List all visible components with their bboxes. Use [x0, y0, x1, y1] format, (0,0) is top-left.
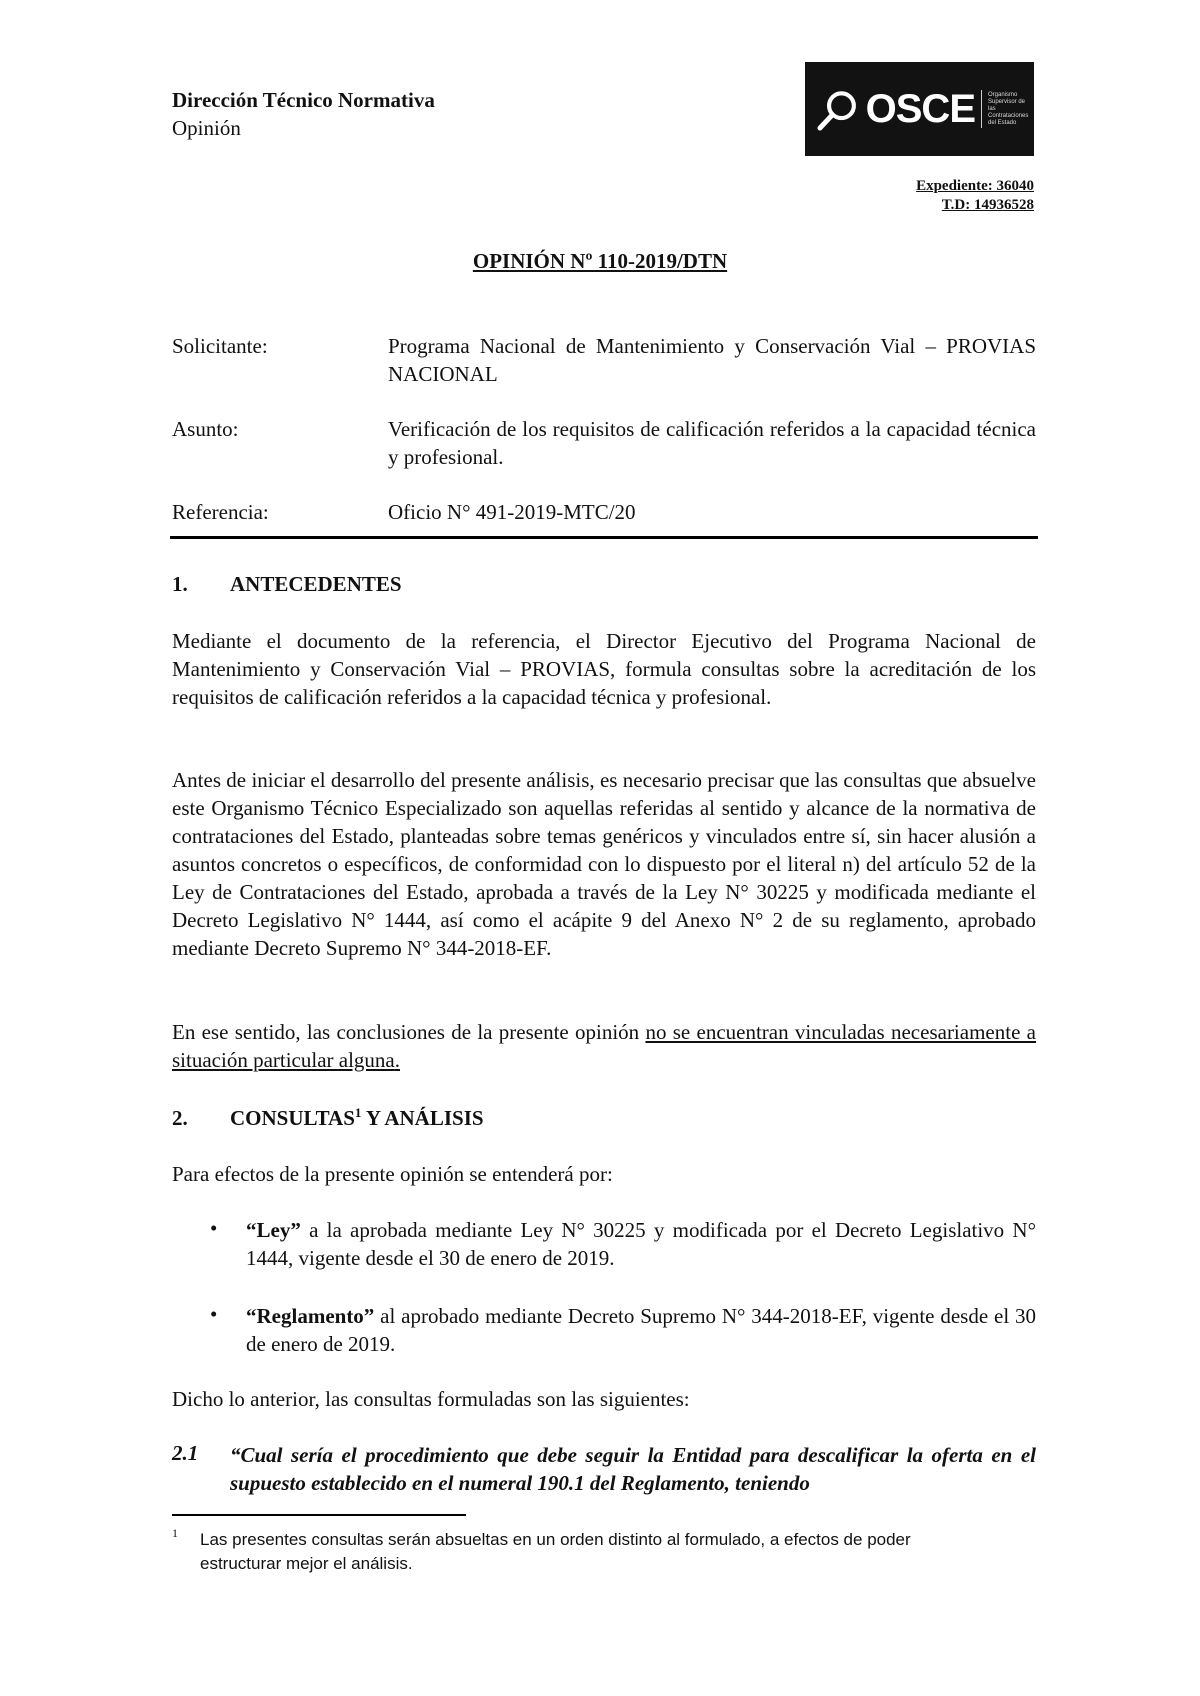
asunto-value: Verificación de los requisitos de calificación referidos a la capacidad técnica y profesional.	[388, 417, 1036, 469]
header-department-block	[172, 86, 435, 142]
section-2-title: CONSULTAS	[230, 1106, 355, 1130]
logo-divider	[981, 90, 982, 128]
footnote-ref: 1	[354, 1105, 362, 1120]
section-1-title: ANTECEDENTES	[230, 572, 402, 596]
section-1-paragraph-1: Mediante el documento de la referencia, el Director Ejecutivo del Programa Nacional de Mantenimiento y Conservación Vial – PROVIAS, formula consultas sobre la acreditación de los requisitos de calificación referidos a la capacidad técnica y profesional.	[172, 629, 1036, 709]
bullet-1-text: a la aprobada mediante Ley N° 30225 y modificada por el Decreto Legislativo N° 1444, vigente desde el 30 de enero de 2019.	[246, 1218, 1036, 1270]
bullet-2-text: al aprobado mediante Decreto Supremo N° 344-2018-EF, vigente desde el 30 de enero de 2019.	[246, 1304, 1036, 1356]
document-type: Opinión	[172, 116, 241, 140]
question-1-text: “Cual sería el procedimiento que debe seguir la Entidad para descalificar la oferta en el supuesto establecido en el numeral 190.1 del Reglamento, teniendo	[230, 1443, 1036, 1495]
solicitante-value: Programa Nacional de Mantenimiento y Conservación Vial – PROVIAS NACIONAL	[388, 334, 1036, 386]
bullet-1-term: “Ley”	[246, 1218, 301, 1242]
section-1-paragraph-3	[172, 1018, 1036, 1074]
section-1-number: 1.	[172, 572, 188, 596]
referencia-value: Oficio N° 491-2019-MTC/20	[388, 500, 636, 524]
logo-tagline: Organismo Supervisor de las Contrataciones del Estado	[988, 91, 1029, 126]
bullet-1-dot: •	[210, 1216, 218, 1240]
logo-brand: OSCE	[865, 86, 975, 131]
bullet-reglamento	[246, 1302, 1036, 1358]
section-2-outro: Dicho lo anterior, las consultas formuladas son las siguientes:	[172, 1387, 690, 1411]
footnote-number: 1	[172, 1526, 178, 1540]
section-2-heading	[172, 1105, 484, 1131]
section-2-intro: Para efectos de la presente opinión se entenderá por:	[172, 1162, 613, 1186]
section-2-number: 2.	[172, 1106, 188, 1130]
section-1-paragraph-2: Antes de iniciar el desarrollo del presente análisis, es necesario precisar que las consultas que absuelve este Organismo Técnico Especializado son aquellas referidas al sentido y alcance de la normativa de contrataciones del Estado, planteadas sobre temas genéricos y vinculados entre sí, sin hacer alusión a asuntos concretos o específicos, de conformidad con lo dispuesto por el literal n) del artículo 52 de la Ley de Contrataciones del Estado, aprobada a través de la Ley N° 30225 y modificada mediante el Decreto Legislativo N° 1444, así como el acápite 9 del Anexo N° 2 de su reglamento, aprobado mediante Decreto Supremo N° 344-2018-EF.	[172, 768, 1036, 960]
expediente-number: Expediente: 36040	[916, 178, 1034, 194]
question-1-number: 2.1	[172, 1441, 199, 1465]
expediente-block	[916, 177, 1034, 215]
magnifier-icon	[815, 79, 860, 139]
referencia-label: Referencia:	[172, 500, 269, 524]
solicitante-label: Solicitante:	[172, 334, 268, 358]
osce-logo	[805, 62, 1034, 156]
opinion-title: OPINIÓN Nº 110-2019/DTN	[472, 249, 728, 273]
section-2-title-end: Y ANÁLISIS	[361, 1106, 484, 1130]
department-name: Dirección Técnico Normativa	[172, 88, 435, 112]
td-number: T.D: 14936528	[941, 197, 1034, 213]
footnote-divider	[172, 1514, 466, 1516]
paragraph-3-underlined: no se encuentran vinculadas necesariamente a situación particular alguna	[172, 1020, 1036, 1072]
section-1-heading	[172, 572, 402, 597]
header-divider	[170, 536, 1038, 539]
asunto-label: Asunto:	[172, 417, 239, 441]
footnote-text: Las presentes consultas serán absueltas en un orden distinto al formulado, a efectos de poder estructurar mejor el análisis.	[200, 1530, 911, 1573]
paragraph-3-end: .	[394, 1048, 400, 1072]
bullet-2-term: “Reglamento”	[246, 1304, 375, 1328]
paragraph-3-start: En ese sentido, las conclusiones de la presente opinión	[172, 1020, 646, 1044]
bullet-ley	[246, 1216, 1036, 1272]
bullet-2-dot: •	[210, 1302, 218, 1326]
